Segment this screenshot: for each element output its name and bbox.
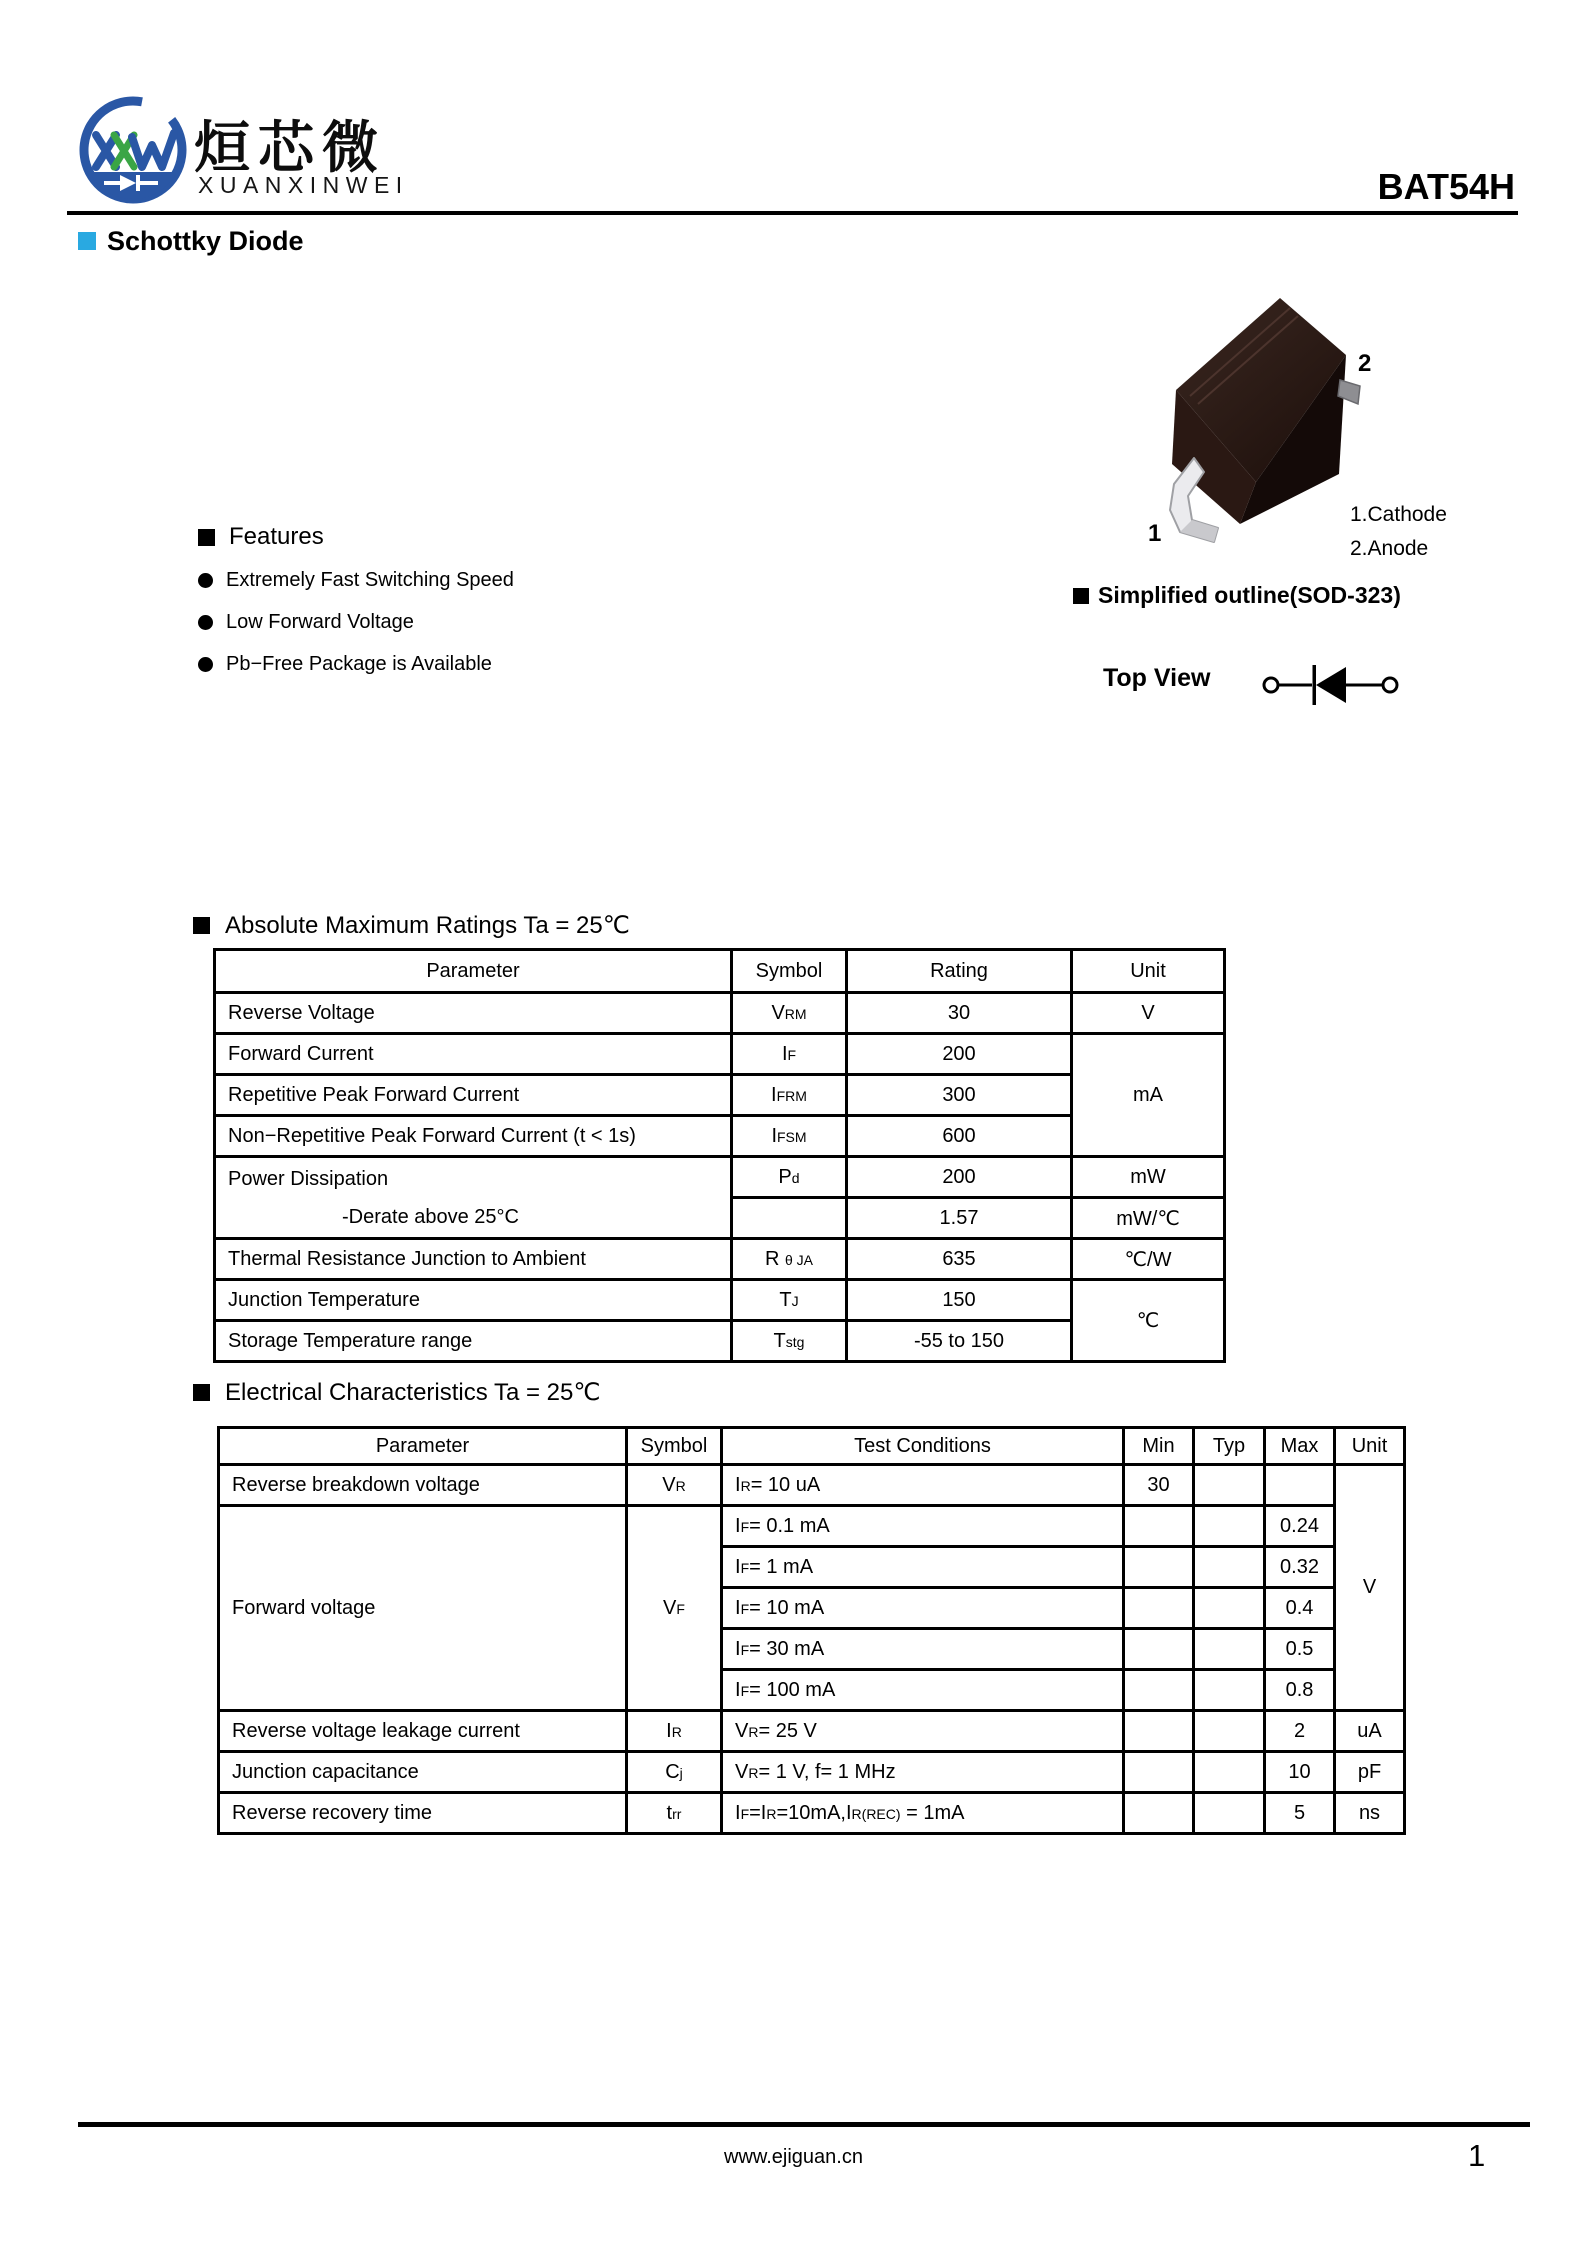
product-heading bbox=[78, 226, 304, 257]
column-header: Parameter bbox=[215, 950, 732, 993]
table-row bbox=[215, 1034, 1225, 1075]
column-header: Parameter bbox=[219, 1428, 627, 1465]
subscript: j bbox=[679, 1764, 683, 1781]
table-cell: 30 bbox=[847, 993, 1072, 1034]
black-square-bullet-icon bbox=[198, 529, 215, 546]
abs-max-table bbox=[213, 948, 1226, 1363]
table-cell: VRM bbox=[732, 993, 847, 1034]
table-row bbox=[215, 1239, 1225, 1280]
table-cell: Non−Repetitive Peak Forward Current (t < 1s) bbox=[215, 1116, 732, 1157]
company-name-romanized: XUANXINWEI bbox=[198, 172, 409, 198]
table-cell: IF= 30 mA bbox=[722, 1629, 1124, 1670]
table-cell: VR= 1 V, f= 1 MHz bbox=[722, 1752, 1124, 1793]
column-header: Min bbox=[1124, 1428, 1194, 1465]
table-cell: Thermal Resistance Junction to Ambient bbox=[215, 1239, 732, 1280]
header-divider bbox=[67, 211, 1518, 215]
column-header: Symbol bbox=[732, 950, 847, 993]
column-header: Max bbox=[1265, 1428, 1335, 1465]
table-cell bbox=[1124, 1670, 1194, 1711]
pin-legend bbox=[1350, 498, 1447, 566]
features-heading-label: Features bbox=[229, 523, 324, 550]
table-cell: 1.57 bbox=[847, 1198, 1072, 1239]
subscript: stg bbox=[785, 1333, 805, 1350]
table-cell bbox=[1124, 1629, 1194, 1670]
table-cell: 300 bbox=[847, 1075, 1072, 1116]
company-logo-icon bbox=[76, 93, 190, 207]
black-square-bullet-icon bbox=[193, 917, 210, 934]
table-cell bbox=[1124, 1793, 1194, 1834]
subscript: F bbox=[740, 1682, 750, 1699]
table-cell: 0.24 bbox=[1265, 1506, 1335, 1547]
company-name-chinese: 烜芯微 bbox=[194, 116, 386, 179]
table-cell bbox=[215, 1157, 732, 1239]
blue-square-bullet-icon bbox=[78, 232, 96, 250]
table-cell: mW/℃ bbox=[1072, 1198, 1225, 1239]
table-cell bbox=[1194, 1752, 1265, 1793]
table-cell: 0.8 bbox=[1265, 1670, 1335, 1711]
column-header: Rating bbox=[847, 950, 1072, 993]
column-header: Symbol bbox=[627, 1428, 722, 1465]
table-cell bbox=[1124, 1588, 1194, 1629]
table-cell: 200 bbox=[847, 1034, 1072, 1075]
subscript: R bbox=[766, 1805, 777, 1822]
table-cell: IF=IR=10mA,IR(REC) = 1mA bbox=[722, 1793, 1124, 1834]
table-cell: TJ bbox=[732, 1280, 847, 1321]
table-cell: 0.32 bbox=[1265, 1547, 1335, 1588]
subscript: F bbox=[676, 1600, 685, 1617]
table-cell: Junction capacitance bbox=[219, 1752, 627, 1793]
table-cell: V bbox=[1335, 1465, 1405, 1711]
table-row bbox=[215, 1280, 1225, 1321]
table-cell: Reverse recovery time bbox=[219, 1793, 627, 1834]
page-number: 1 bbox=[1468, 2138, 1486, 2173]
table-cell bbox=[1124, 1752, 1194, 1793]
table-cell bbox=[1194, 1588, 1265, 1629]
table-cell: Forward voltage bbox=[219, 1506, 627, 1711]
pin2-legend-label: 2.Anode bbox=[1350, 537, 1429, 560]
pin1-legend-label: 1.Cathode bbox=[1350, 503, 1447, 526]
table-cell: IF= 10 mA bbox=[722, 1588, 1124, 1629]
product-heading-label: Schottky Diode bbox=[107, 226, 304, 256]
table-cell: IF= 100 mA bbox=[722, 1670, 1124, 1711]
table-cell: Reverse voltage leakage current bbox=[219, 1711, 627, 1752]
subscript: J bbox=[791, 1292, 799, 1309]
subscript: R bbox=[740, 1477, 751, 1494]
table-row bbox=[219, 1506, 1405, 1547]
table-cell: VF bbox=[627, 1506, 722, 1711]
outline-heading-label: Simplified outline(SOD-323) bbox=[1098, 582, 1401, 608]
table-cell: Forward Current bbox=[215, 1034, 732, 1075]
table-cell: Reverse Voltage bbox=[215, 993, 732, 1034]
table-cell: Tstg bbox=[732, 1321, 847, 1362]
column-header: Unit bbox=[1335, 1428, 1405, 1465]
subscript: R bbox=[748, 1723, 759, 1740]
table-cell: IFSM bbox=[732, 1116, 847, 1157]
table-cell: ns bbox=[1335, 1793, 1405, 1834]
table-cell bbox=[1194, 1465, 1265, 1506]
table-cell bbox=[1194, 1629, 1265, 1670]
table-cell: IF bbox=[732, 1034, 847, 1075]
table-cell bbox=[1194, 1711, 1265, 1752]
elec-heading bbox=[193, 1378, 600, 1407]
table-cell: IFRM bbox=[732, 1075, 847, 1116]
table-cell: Junction Temperature bbox=[215, 1280, 732, 1321]
subscript: F bbox=[740, 1805, 750, 1822]
table-cell: ℃/W bbox=[1072, 1239, 1225, 1280]
subscript: FSM bbox=[777, 1128, 807, 1145]
part-number: BAT54H bbox=[1377, 166, 1515, 207]
pin1-marker: 1 bbox=[1148, 520, 1162, 547]
subscript: rr bbox=[672, 1805, 682, 1822]
feature-item-label: Low Forward Voltage bbox=[226, 611, 414, 633]
feature-item bbox=[198, 653, 758, 676]
column-header: Typ bbox=[1194, 1428, 1265, 1465]
subscript: F bbox=[787, 1046, 797, 1063]
table-row bbox=[215, 993, 1225, 1034]
table-cell: 5 bbox=[1265, 1793, 1335, 1834]
cell-line: -Derate above 25°C bbox=[342, 1205, 519, 1228]
subscript: F bbox=[740, 1641, 750, 1658]
feature-item bbox=[198, 611, 758, 634]
feature-item-label: Extremely Fast Switching Speed bbox=[226, 569, 514, 591]
subscript: R bbox=[748, 1764, 759, 1781]
table-cell: IR bbox=[627, 1711, 722, 1752]
black-square-bullet-icon bbox=[1073, 588, 1089, 604]
table-cell: R θ JA bbox=[732, 1239, 847, 1280]
top-view-label: Top View bbox=[1103, 664, 1211, 692]
feature-item bbox=[198, 569, 758, 592]
black-square-bullet-icon bbox=[193, 1384, 210, 1401]
table-cell bbox=[732, 1198, 847, 1239]
footer-url: www.ejiguan.cn bbox=[724, 2146, 863, 2168]
subscript: F bbox=[740, 1600, 750, 1617]
table-cell: 150 bbox=[847, 1280, 1072, 1321]
subscript: R bbox=[671, 1723, 682, 1740]
table-cell bbox=[1194, 1547, 1265, 1588]
feature-item-label: Pb−Free Package is Available bbox=[226, 653, 492, 675]
table-cell bbox=[1194, 1670, 1265, 1711]
table-cell: 0.5 bbox=[1265, 1629, 1335, 1670]
table-row bbox=[219, 1793, 1405, 1834]
table-cell: VR= 25 V bbox=[722, 1711, 1124, 1752]
header-row bbox=[219, 1428, 1405, 1465]
abs-max-heading bbox=[193, 911, 630, 940]
subscript: R(REC) bbox=[851, 1805, 901, 1822]
subscript: R bbox=[675, 1477, 686, 1494]
table-cell: IF= 0.1 mA bbox=[722, 1506, 1124, 1547]
table-cell bbox=[1194, 1506, 1265, 1547]
table-cell: Storage Temperature range bbox=[215, 1321, 732, 1362]
diode-symbol-icon bbox=[1253, 660, 1413, 710]
table-cell: 600 bbox=[847, 1116, 1072, 1157]
table-cell: 635 bbox=[847, 1239, 1072, 1280]
table-cell: IF= 1 mA bbox=[722, 1547, 1124, 1588]
table-row bbox=[215, 1157, 1225, 1198]
elec-heading-label: Electrical Characteristics Ta = 25℃ bbox=[225, 1379, 601, 1406]
table-cell: 2 bbox=[1265, 1711, 1335, 1752]
table-cell bbox=[1124, 1547, 1194, 1588]
table-cell: Cj bbox=[627, 1752, 722, 1793]
table-cell: mW bbox=[1072, 1157, 1225, 1198]
table-cell bbox=[1124, 1506, 1194, 1547]
table-cell bbox=[1194, 1793, 1265, 1834]
table-cell: uA bbox=[1335, 1711, 1405, 1752]
column-header: Unit bbox=[1072, 950, 1225, 993]
bullet-icon bbox=[198, 615, 213, 630]
header-row bbox=[215, 950, 1225, 993]
table-cell bbox=[1265, 1465, 1335, 1506]
table-row bbox=[219, 1465, 1405, 1506]
subscript: F bbox=[740, 1559, 750, 1576]
table-cell: pF bbox=[1335, 1752, 1405, 1793]
bullet-icon bbox=[198, 573, 213, 588]
table-cell: V bbox=[1072, 993, 1225, 1034]
table-cell: 200 bbox=[847, 1157, 1072, 1198]
elec-table bbox=[217, 1426, 1406, 1835]
table-cell: 30 bbox=[1124, 1465, 1194, 1506]
table-row bbox=[219, 1711, 1405, 1752]
table-cell: Pd bbox=[732, 1157, 847, 1198]
subscript: RM bbox=[784, 1005, 807, 1022]
outline-heading bbox=[1073, 582, 1401, 609]
table-cell: 0.4 bbox=[1265, 1588, 1335, 1629]
table-cell: mA bbox=[1072, 1034, 1225, 1157]
features-heading bbox=[198, 523, 758, 551]
table-cell: ℃ bbox=[1072, 1280, 1225, 1362]
subscript: F bbox=[740, 1518, 750, 1535]
table-cell: -55 to 150 bbox=[847, 1321, 1072, 1362]
table-cell: Repetitive Peak Forward Current bbox=[215, 1075, 732, 1116]
pin2-marker: 2 bbox=[1358, 350, 1372, 377]
bullet-icon bbox=[198, 657, 213, 672]
table-cell: 10 bbox=[1265, 1752, 1335, 1793]
column-header: Test Conditions bbox=[722, 1428, 1124, 1465]
table-cell: IR= 10 uA bbox=[722, 1465, 1124, 1506]
subscript: FRM bbox=[776, 1087, 807, 1104]
table-cell: trr bbox=[627, 1793, 722, 1834]
abs-max-heading-label: Absolute Maximum Ratings Ta = 25℃ bbox=[225, 912, 630, 939]
cell-line: Power Dissipation bbox=[228, 1167, 389, 1190]
subscript: d bbox=[791, 1169, 800, 1186]
table-cell bbox=[1124, 1711, 1194, 1752]
table-row bbox=[219, 1752, 1405, 1793]
table-cell: Reverse breakdown voltage bbox=[219, 1465, 627, 1506]
table-cell: VR bbox=[627, 1465, 722, 1506]
footer-divider bbox=[78, 2122, 1530, 2127]
features-section bbox=[198, 523, 758, 695]
subscript: θ JA bbox=[784, 1251, 813, 1268]
